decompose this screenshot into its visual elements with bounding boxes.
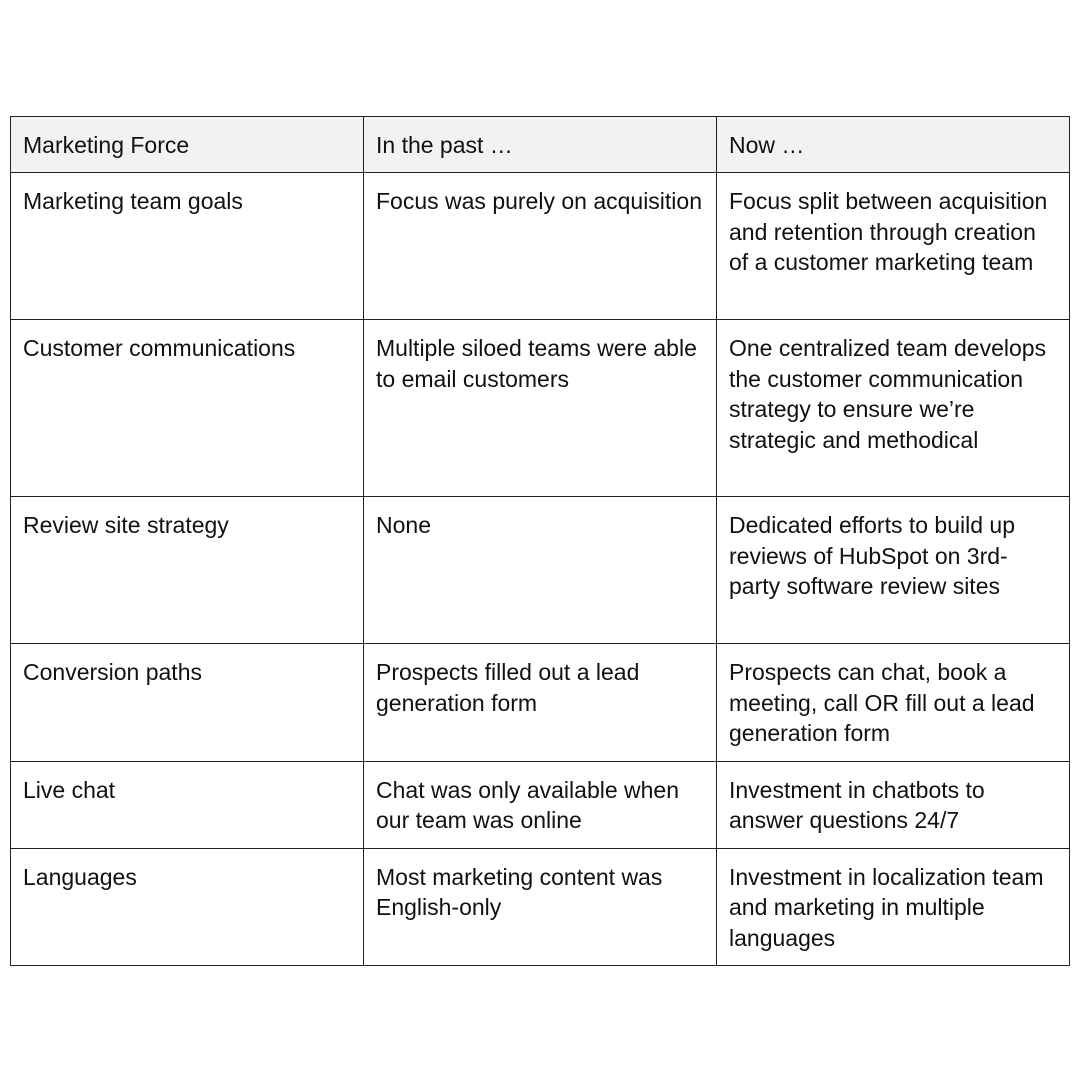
table-cell-now: Prospects can chat, book a meeting, call OR fill out a lead generation form xyxy=(717,644,1070,762)
table-cell-force: Languages xyxy=(11,848,364,966)
table-cell-now: Focus split between acquisition and retention through creation of a customer marketing team xyxy=(717,173,1070,320)
table-cell-now: One centralized team develops the customer communication strategy to ensure we’re strategic and methodical xyxy=(717,320,1070,497)
header-in-the-past: In the past … xyxy=(364,117,717,173)
comparison-table xyxy=(10,116,1070,966)
table-cell-now: Dedicated efforts to build up reviews of HubSpot on 3rd-party software review sites xyxy=(717,497,1070,644)
table-cell-force: Customer communications xyxy=(11,320,364,497)
header-now: Now … xyxy=(717,117,1070,173)
table-cell-past: None xyxy=(364,497,717,644)
table-row xyxy=(11,320,1070,497)
table-row xyxy=(11,848,1070,966)
table-cell-force: Review site strategy xyxy=(11,497,364,644)
header-marketing-force: Marketing Force xyxy=(11,117,364,173)
table-cell-past: Prospects filled out a lead generation form xyxy=(364,644,717,762)
table-cell-past: Multiple siloed teams were able to email customers xyxy=(364,320,717,497)
table-cell-now: Investment in localization team and marketing in multiple languages xyxy=(717,848,1070,966)
table-cell-force: Conversion paths xyxy=(11,644,364,762)
table-row xyxy=(11,644,1070,762)
table-row xyxy=(11,497,1070,644)
table-row xyxy=(11,173,1070,320)
table-cell-past: Focus was purely on acquisition xyxy=(364,173,717,320)
table-cell-past: Chat was only available when our team was online xyxy=(364,761,717,848)
table-row xyxy=(11,761,1070,848)
table-cell-force: Marketing team goals xyxy=(11,173,364,320)
comparison-table-container xyxy=(10,116,1069,966)
table-header-row xyxy=(11,117,1070,173)
table-cell-past: Most marketing content was English-only xyxy=(364,848,717,966)
table-cell-force: Live chat xyxy=(11,761,364,848)
table-cell-now: Investment in chatbots to answer questions 24/7 xyxy=(717,761,1070,848)
